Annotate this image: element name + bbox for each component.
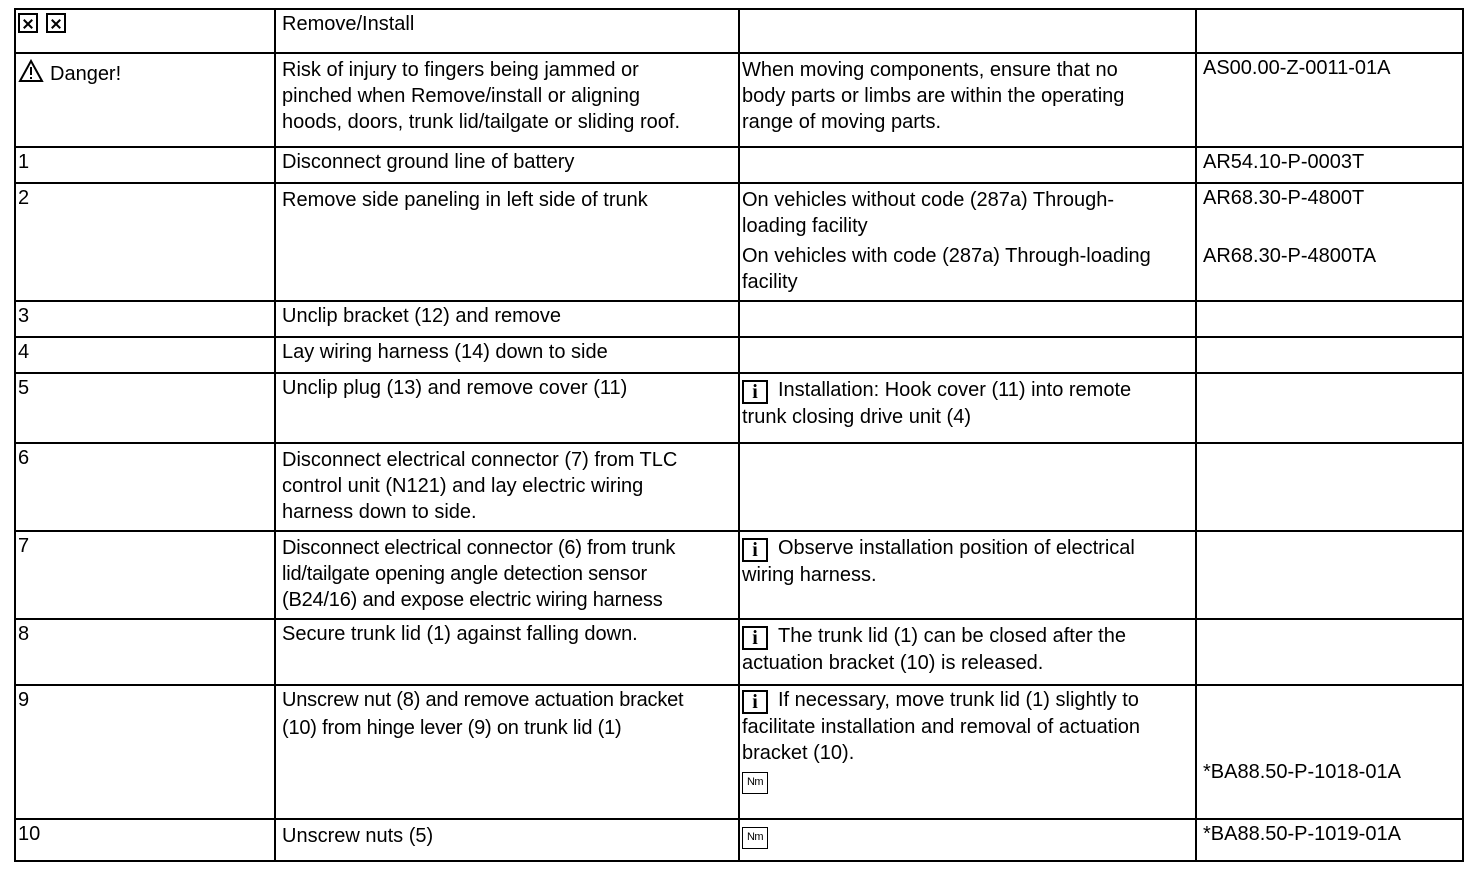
info-icon: i	[742, 538, 768, 562]
torque-icon[interactable]: Nm	[742, 827, 768, 849]
step-action: Secure trunk lid (1) against falling down.	[275, 619, 739, 685]
table-row	[15, 685, 1463, 819]
table-row	[15, 337, 1463, 373]
step-number: 6	[15, 443, 275, 531]
step-action: Lay wiring harness (14) down to side	[275, 337, 739, 373]
header-title: Remove/Install	[275, 9, 739, 53]
step-action: Unclip bracket (12) and remove	[275, 301, 739, 337]
step-note	[739, 819, 1196, 861]
step-action: Disconnect electrical connector (6) from trunk lid/tailgate opening angle detection sensor (B24/16) and expose electric wiring harness	[275, 531, 739, 619]
table-row	[15, 183, 1463, 301]
step-note: On vehicles without code (287a) Through- loading facility On vehicles with code (287a) Through-loading facility	[739, 183, 1196, 301]
table-row	[15, 531, 1463, 619]
step-number: 4	[15, 337, 275, 373]
danger-note: When moving components, ensure that no body parts or limbs are within the operating range of moving parts.	[739, 53, 1196, 147]
warning-triangle-icon	[18, 59, 44, 83]
danger-ref[interactable]: AS00.00-Z-0011-01A	[1196, 53, 1463, 147]
step-ref[interactable]: AR68.30-P-4800T AR68.30-P-4800TA	[1196, 183, 1463, 301]
torque-icon[interactable]: Nm	[742, 772, 768, 794]
step-ref[interactable]: *BA88.50-P-1019-01A	[1196, 819, 1463, 861]
step-ref[interactable]: *BA88.50-P-1018-01A	[1196, 685, 1463, 819]
info-icon: i	[742, 380, 768, 404]
table-row	[15, 373, 1463, 443]
table-row	[15, 147, 1463, 183]
table-row	[15, 301, 1463, 337]
step-ref[interactable]: AR54.10-P-0003T	[1196, 147, 1463, 183]
table-row-header	[15, 9, 1463, 53]
step-number: 3	[15, 301, 275, 337]
danger-risk: Risk of injury to fingers being jammed or pinched when Remove/install or aligning hoods, doors, trunk lid/tailgate or sliding roof.	[275, 53, 739, 147]
danger-cell	[15, 53, 275, 147]
collapse-icon[interactable]	[46, 13, 66, 33]
info-icon: i	[742, 690, 768, 714]
step-note: i The trunk lid (1) can be closed after the actuation bracket (10) is released.	[739, 619, 1196, 685]
step-action: Unclip plug (13) and remove cover (11)	[275, 373, 739, 443]
step-action: Remove side paneling in left side of trunk	[275, 183, 739, 301]
info-icon: i	[742, 626, 768, 650]
table-row	[15, 819, 1463, 861]
table-row-danger	[15, 53, 1463, 147]
step-number: 2	[15, 183, 275, 301]
step-note: i Installation: Hook cover (11) into remote trunk closing drive unit (4)	[739, 373, 1196, 443]
step-number: 8	[15, 619, 275, 685]
step-action: Disconnect electrical connector (7) from TLC control unit (N121) and lay electric wiring harness down to side.	[275, 443, 739, 531]
procedure-table	[14, 8, 1464, 862]
step-note: i If necessary, move trunk lid (1) slightly to facilitate installation and removal of actuation bracket (10). Nm	[739, 685, 1196, 819]
step-number: 5	[15, 373, 275, 443]
step-number: 1	[15, 147, 275, 183]
step-note: i Observe installation position of electrical wiring harness.	[739, 531, 1196, 619]
step-action: Unscrew nut (8) and remove actuation bracket (10) from hinge lever (9) on trunk lid (1)	[275, 685, 739, 819]
step-number: 10	[15, 819, 275, 861]
step-number: 7	[15, 531, 275, 619]
header-icons-cell	[15, 9, 275, 53]
step-action: Disconnect ground line of battery	[275, 147, 739, 183]
step-action: Unscrew nuts (5)	[275, 819, 739, 861]
table-row	[15, 619, 1463, 685]
step-number: 9	[15, 685, 275, 819]
table-row	[15, 443, 1463, 531]
expand-icon[interactable]	[18, 13, 38, 33]
danger-label: Danger!	[50, 63, 122, 85]
